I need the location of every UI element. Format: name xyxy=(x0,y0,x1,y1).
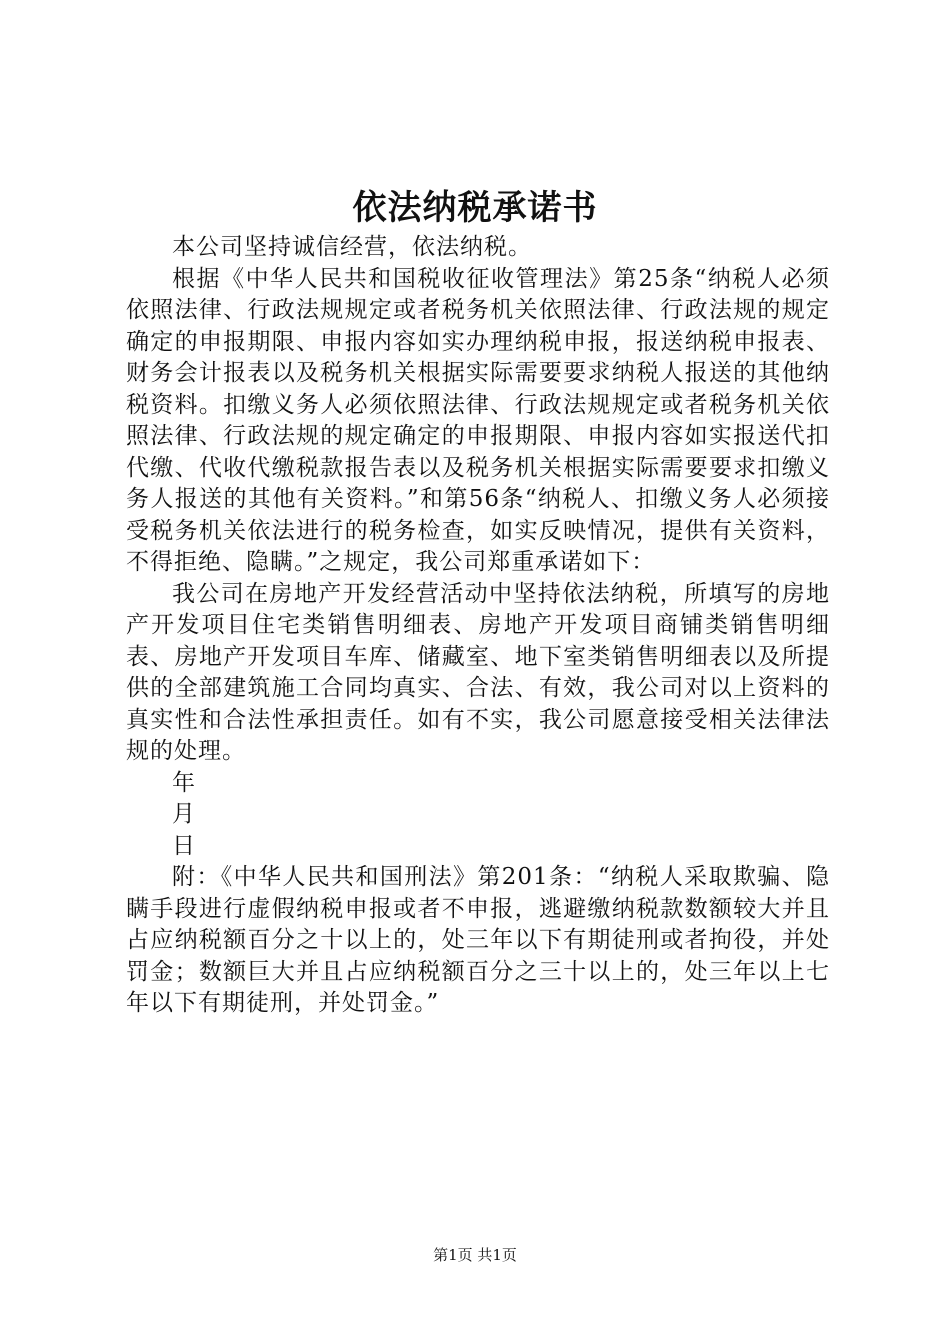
paragraph-legal-basis: 根据《中华人民共和国税收征收管理法》第25条“纳税人必须依照法律、行政法规规定或者税务机关依照法律、行政法规的规定确定的申报期限、申报内容如实办理纳税申报，报送纳税申报表、财务会计报表以及税务机关根据实际需要要求纳税人报送的其他纳税资料。扣缴义务人必须依照法律、行政法规规定或者税务机关依照法律、行政法规的规定确定的申报期限、申报内容如实报送代扣代缴、代收代缴税款报告表以及税务机关根据实际需要要求扣缴义务人报送的其他有关资料。”和第56条“纳税人、扣缴义务人必须接受税务机关依法进行的税务检查，如实反映情况，提供有关资料，不得拒绝、隐瞒。”之规定，我公司郑重承诺如下： xyxy=(126,265,830,575)
date-year: 年 xyxy=(172,769,196,796)
paragraph-appendix: 附：《中华人民共和国刑法》第201条：“纳税人采取欺骗、隐瞒手段进行虚假纳税申报或者不申报，逃避缴纳税款数额较大并且占应纳税额百分之十以上的，处三年以下有期徒刑或者拘役，并处罚金；数额巨大并且占应纳税额百分之三十以上的，处三年以上七年以下有期徒刑，并处罚金。” xyxy=(126,864,830,1016)
date-day: 日 xyxy=(172,832,196,859)
paragraph-intro: 本公司坚持诚信经营，依法纳税。 xyxy=(172,234,532,260)
date-month: 月 xyxy=(172,801,196,827)
document-body xyxy=(126,232,830,1020)
page-number-footer: 第1页 共1页 xyxy=(433,1246,517,1264)
document-title: 依法纳税承诺书 xyxy=(352,188,598,228)
paragraph-commitment: 我公司在房地产开发经营活动中坚持依法纳税，所填写的房地产开发项目住宅类销售明细表、房地产开发项目商铺类销售明细表、房地产开发项目车库、储藏室、地下室类销售明细表以及所提供的全部建筑施工合同均真实、合法、有效，我公司对以上资料的真实性和合法性承担责任。如有不实，我公司愿意接受相关法律法规的处理。 xyxy=(126,580,830,764)
